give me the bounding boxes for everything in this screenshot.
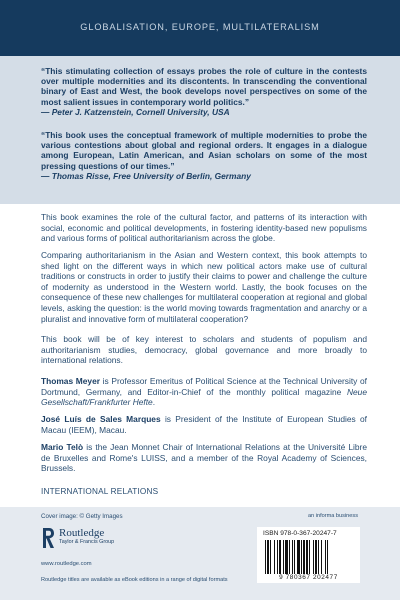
editor-name: Thomas Meyer <box>41 376 100 386</box>
review-attribution: — Thomas Risse, Free University of Berlin, Germany <box>41 170 251 181</box>
review-attribution: — Peter J. Katzenstein, Cornell University, USA <box>41 106 230 117</box>
review-text: “This book uses the conceptual framework of multiple modernities to probe the various contestions about global and regional orders. It engages in a dialogue among European, Latin American, and Asian scholars on some of the most pressing questions of our times.” <box>41 130 367 171</box>
publisher-group: Taylor & Francis Group <box>59 539 115 545</box>
review-quote <box>41 130 367 181</box>
editor-name: José Luís de Sales Marques <box>41 414 161 424</box>
review-quote <box>41 66 367 117</box>
subject-category: INTERNATIONAL RELATIONS <box>41 487 159 496</box>
publisher-strip <box>0 507 400 600</box>
barcode-panel <box>257 527 360 583</box>
publisher-url[interactable]: www.routledge.com <box>41 561 92 567</box>
description-paragraph: Comparing authoritarianism in the Asian and Western context, this book attempts to shed light on the different ways in which new political actors make use of cultural traditions or constructs in order to justify their claims to power and challenge the culture of modernity as understood in the Western world. Lastly, the book focuses on the consequence of these new challenges for multilateral cooperation at regional and global levels, asking the question: is the world moving towards fragmentation and anarchy or a pluralist and innovative form of multilateral cooperation? <box>41 250 367 324</box>
series-title: GLOBALISATION, EUROPE, MULTILATERALISM <box>80 22 320 33</box>
editor-bio: Mario Telò is the Jean Monnet Chair of International Relations at the Université Libre de Bruxelles and Rome's LUISS, and a member of the Royal Academy of Sciences, Brussels. <box>41 442 367 474</box>
publisher-name: Routledge <box>59 527 105 539</box>
barcode-number: 9 780367 202477 <box>279 574 338 581</box>
editor-bio: José Luís de Sales Marques is President of the Institute of European Studies of Macau (IEEM), Macau. <box>41 414 367 435</box>
routledge-r-logo-icon <box>41 527 55 549</box>
description-paragraph: This book examines the role of the cultural factor, and patterns of its interaction with social, economic and political developments, in fostering identity-based new populisms and various forms of political authoritarianism across the globe. <box>41 212 367 244</box>
editor-bio: Thomas Meyer is Professor Emeritus of Political Science at the Technical University of Dortmund, Germany, and Editor-in-Chief of the monthly political magazine Neue Gesellschaft/Frankfurter Hefte. <box>41 376 367 408</box>
review-text: “This stimulating collection of essays probes the role of culture in the contests over multiple modernities and its discontents. In transcending the conventional binary of East and West, the book develops novel perspectives on some of the most salient issues in contemporary world politics.” <box>41 66 367 107</box>
informa-tag: an informa business <box>307 513 358 519</box>
publisher-logo <box>41 527 114 549</box>
series-header <box>0 0 400 56</box>
isbn-label: ISBN 978-0-367-20247-7 <box>263 530 337 537</box>
ebook-note: Routledge titles are available as eBook editions in a range of digital formats <box>41 577 228 583</box>
cover-credit: Cover image: © Getty Images <box>41 513 123 520</box>
editor-name: Mario Telò <box>41 442 84 452</box>
description-paragraph: This book will be of key interest to scholars and students of populism and authoritarianism studies, democracy, global governance and more broadly to international relations. <box>41 334 367 366</box>
barcode-icon <box>265 540 353 574</box>
